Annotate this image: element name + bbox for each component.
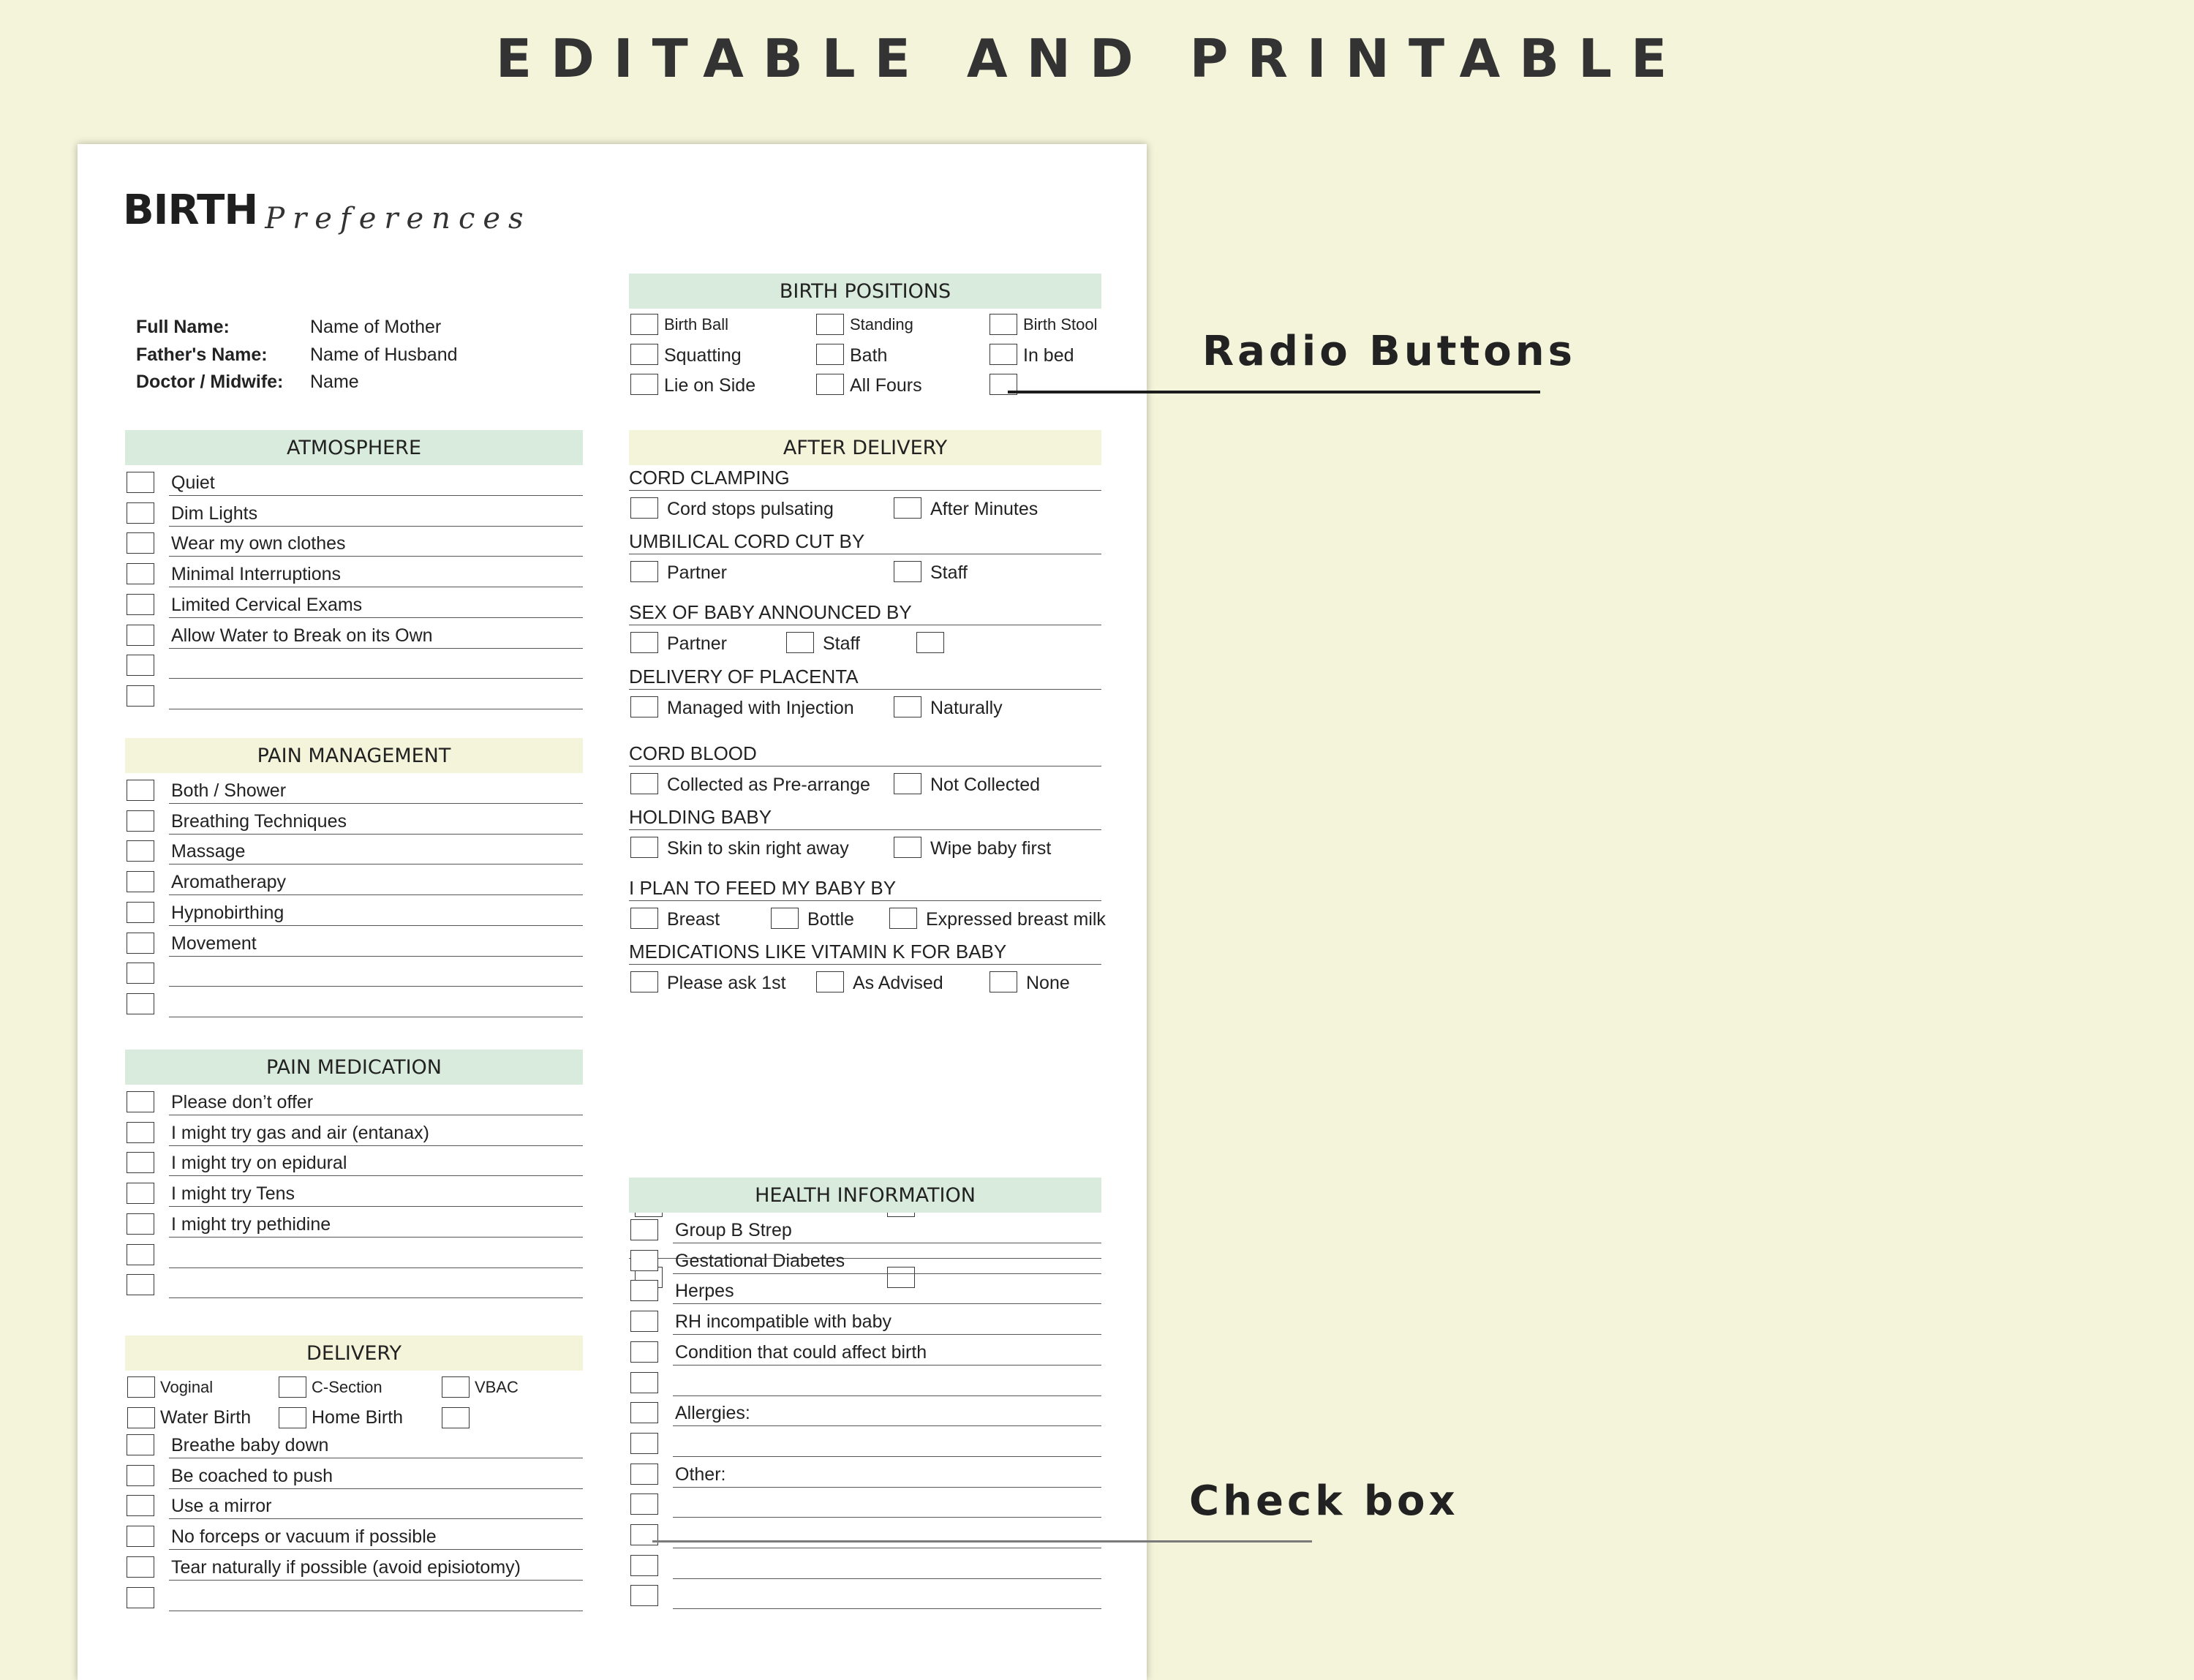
checkbox[interactable] <box>127 1465 154 1486</box>
write-line <box>169 648 583 649</box>
position-label: All Fours <box>850 375 922 396</box>
checkbox[interactable] <box>127 502 154 524</box>
write-line <box>169 986 583 987</box>
write-line <box>169 956 583 957</box>
list-item-label: No forceps or vacuum if possible <box>171 1526 437 1548</box>
birth-positions-header: BIRTH POSITIONS <box>629 274 1101 309</box>
father-name-label: Father's Name: <box>136 344 268 365</box>
list-item <box>125 961 583 990</box>
after-delivery-section <box>629 430 1106 993</box>
group-title: UMBILICAL CORD CUT BY <box>629 530 865 552</box>
write-line <box>673 1273 1101 1274</box>
list-item <box>125 1524 583 1553</box>
list-item-label: Other: <box>675 1464 726 1485</box>
option-label: As Advised <box>853 973 943 993</box>
option-label: Naturally <box>930 698 1003 718</box>
list-item <box>125 992 583 1021</box>
vbac-label: VBAC <box>475 1378 519 1396</box>
group-title: SEX OF BABY ANNOUNCED BY <box>629 601 912 623</box>
option-radio[interactable] <box>894 773 921 794</box>
write-line <box>673 1487 1101 1488</box>
option-label: Collected as Pre-arrange <box>667 775 870 795</box>
group-title: DELIVERY OF PLACENTA <box>629 666 859 688</box>
delivery-options-row-2 <box>125 1403 583 1432</box>
home-birth-label: Home Birth <box>312 1407 404 1428</box>
option-radio[interactable] <box>630 971 658 992</box>
radio-callout-line <box>1008 391 1540 393</box>
list-item <box>125 1273 583 1302</box>
c-section-checkbox[interactable] <box>279 1376 306 1398</box>
position-radio[interactable] <box>630 374 658 395</box>
checkbox[interactable] <box>127 563 154 584</box>
option-label: After Minutes <box>930 499 1038 519</box>
group-title: MEDICATIONS LIKE VITAMIN K FOR BABY <box>629 941 1007 963</box>
list-item <box>629 1340 1101 1369</box>
write-line <box>673 1334 1101 1335</box>
option-radio[interactable] <box>894 837 921 858</box>
write-line <box>169 925 583 926</box>
option-radio[interactable] <box>630 696 658 717</box>
delivery-options-row <box>125 1372 583 1401</box>
write-line <box>169 834 583 835</box>
list-item <box>125 1150 583 1180</box>
option-radio[interactable] <box>786 632 814 653</box>
list-item-label: Tear naturally if possible (avoid episiotomy) <box>171 1556 521 1578</box>
option-label: Staff <box>823 633 860 654</box>
list-item-label: Massage <box>171 841 246 862</box>
checkbox[interactable] <box>127 532 154 554</box>
checkbox[interactable] <box>630 1402 658 1423</box>
option-radio[interactable] <box>816 971 844 992</box>
group-title: CORD BLOOD <box>629 742 757 764</box>
checkbox[interactable] <box>127 1495 154 1516</box>
checkbox[interactable] <box>127 1152 154 1173</box>
position-label: Bath <box>850 345 888 366</box>
write-line <box>169 495 583 496</box>
full-name-row <box>136 317 441 338</box>
position-radio[interactable] <box>989 314 1017 335</box>
list-item-label: Limited Cervical Exams <box>171 594 363 615</box>
write-line <box>673 1303 1101 1304</box>
write-line <box>169 1549 583 1550</box>
write-line <box>169 894 583 895</box>
checkbox[interactable] <box>127 1274 154 1295</box>
checkbox[interactable] <box>127 685 154 707</box>
checkbox[interactable] <box>127 1213 154 1235</box>
checkbox[interactable] <box>630 1311 658 1332</box>
write-line <box>169 1488 583 1489</box>
list-item <box>629 1553 1101 1583</box>
option-radio[interactable] <box>889 908 917 929</box>
health-information-header: HEALTH INFORMATION <box>629 1178 1101 1213</box>
list-item <box>125 1586 583 1615</box>
position-radio[interactable] <box>989 344 1017 365</box>
list-item <box>125 1464 583 1493</box>
list-item <box>125 501 583 530</box>
write-line <box>169 803 583 804</box>
pain-management-section <box>125 738 583 954</box>
list-item <box>125 531 583 560</box>
list-item-label: Allergies: <box>675 1403 750 1424</box>
list-item-label: I might try gas and air (entanax) <box>171 1122 429 1143</box>
list-item <box>125 870 583 899</box>
option-label: Partner <box>667 633 727 654</box>
write-line <box>169 617 583 618</box>
option-label: Cord stops pulsating <box>667 499 834 519</box>
list-item-label: Wear my own clothes <box>171 533 346 554</box>
checkbox[interactable] <box>127 594 154 615</box>
list-item <box>629 1248 1101 1278</box>
checkbox[interactable] <box>127 1526 154 1547</box>
position-radio[interactable] <box>816 374 844 395</box>
father-name-row <box>136 344 458 366</box>
list-item <box>125 684 583 713</box>
list-item <box>629 1218 1101 1247</box>
group-underline <box>629 900 1101 901</box>
option-radio[interactable] <box>630 497 658 519</box>
list-item-label: Movement <box>171 933 257 954</box>
logo-preferences: Preferences <box>265 202 532 236</box>
write-line <box>169 1237 583 1238</box>
list-item <box>125 1212 583 1241</box>
position-radio[interactable] <box>816 314 844 335</box>
home-birth-checkbox[interactable] <box>279 1407 306 1428</box>
list-item-label: Hypnobirthing <box>171 902 284 923</box>
option-radio[interactable] <box>630 773 658 794</box>
form-sheet <box>78 144 1147 1680</box>
list-item <box>125 1243 583 1272</box>
radio-buttons-callout: Radio Buttons <box>1202 328 1576 375</box>
group-underline <box>629 689 1101 690</box>
write-line <box>169 1518 583 1519</box>
list-item <box>629 1462 1101 1491</box>
water-birth-checkbox[interactable] <box>127 1407 155 1428</box>
write-line <box>673 1456 1101 1457</box>
group-title: CORD CLAMPING <box>629 467 790 489</box>
checkbox[interactable] <box>127 840 154 862</box>
list-item <box>125 1090 583 1119</box>
list-item <box>125 839 583 868</box>
checkbox[interactable] <box>127 963 154 984</box>
position-label: Birth Stool <box>1023 315 1098 334</box>
group-title: HOLDING BABY <box>629 806 772 828</box>
list-item <box>125 1493 583 1523</box>
list-item-label: I might try pethidine <box>171 1213 331 1235</box>
position-label: Birth Ball <box>664 315 729 334</box>
c-section-label: C-Section <box>312 1378 382 1396</box>
option-radio[interactable] <box>630 632 658 653</box>
list-item <box>125 623 583 652</box>
list-item-label: Use a mirror <box>171 1496 272 1517</box>
group-title: I PLAN TO FEED MY BABY BY <box>629 877 897 899</box>
list-item-label: Aromatherapy <box>171 872 287 893</box>
write-line <box>673 1608 1101 1609</box>
birth-positions-section <box>629 274 1101 396</box>
list-item <box>629 1309 1101 1338</box>
checkbox[interactable] <box>630 1250 658 1271</box>
position-radio[interactable] <box>816 344 844 365</box>
option-label: Please ask 1st <box>667 973 786 993</box>
delivery-section <box>125 1336 583 1578</box>
list-item-label: Both / Shower <box>171 780 287 801</box>
full-name-label: Full Name: <box>136 317 230 337</box>
list-item <box>125 1181 583 1210</box>
write-line <box>169 1206 583 1207</box>
group-underline <box>629 490 1101 491</box>
write-line <box>673 1578 1101 1579</box>
option-radio[interactable] <box>894 696 921 717</box>
checkbox[interactable] <box>630 1464 658 1485</box>
option-radio[interactable] <box>630 908 658 929</box>
list-item-label: RH incompatible with baby <box>675 1311 891 1333</box>
option-label: Managed with Injection <box>667 698 854 718</box>
vbac-checkbox[interactable] <box>442 1376 470 1398</box>
checkbox[interactable] <box>127 871 154 892</box>
atmosphere-header: ATMOSPHERE <box>125 430 583 465</box>
list-item-label: Condition that could affect birth <box>675 1341 927 1363</box>
list-item <box>125 931 583 960</box>
list-item-label: Group B Strep <box>675 1220 792 1240</box>
checkbox[interactable] <box>127 810 154 832</box>
option-label: Bottle <box>807 909 854 930</box>
list-item <box>629 1583 1101 1613</box>
list-item <box>125 778 583 807</box>
logo-birth: BIRTH <box>123 187 258 234</box>
option-radio[interactable] <box>916 632 944 653</box>
option-radio[interactable] <box>989 971 1017 992</box>
father-name-field[interactable]: Name of Husband <box>310 344 458 365</box>
health-information-section <box>629 1178 1101 1485</box>
list-item <box>125 1433 583 1462</box>
list-item-label: Allow Water to Break on its Own <box>171 625 433 646</box>
list-item <box>125 1555 583 1584</box>
checkbox[interactable] <box>127 780 154 801</box>
list-item-label: Be coached to push <box>171 1465 333 1486</box>
write-line <box>169 1175 583 1176</box>
write-line <box>169 864 583 865</box>
checkbox[interactable] <box>127 1434 154 1455</box>
option-label: Partner <box>667 562 727 583</box>
option-radio[interactable] <box>894 561 921 582</box>
position-label: Squatting <box>664 345 742 366</box>
checkbox[interactable] <box>127 625 154 646</box>
write-line <box>169 1297 583 1298</box>
checkbox[interactable] <box>127 1587 154 1608</box>
checkbox-callout: Check box <box>1189 1477 1459 1525</box>
delivery-extra-checkbox[interactable] <box>442 1407 470 1428</box>
pain-management-header: PAIN MANAGEMENT <box>125 738 583 773</box>
list-item-label: Quiet <box>171 472 215 493</box>
checkbox[interactable] <box>630 1280 658 1301</box>
option-label: Breast <box>667 909 720 930</box>
list-item <box>629 1523 1101 1552</box>
write-line <box>169 1580 583 1581</box>
checkbox[interactable] <box>630 1585 658 1606</box>
checkbox[interactable] <box>127 1122 154 1143</box>
list-item <box>125 470 583 500</box>
write-line <box>673 1517 1101 1518</box>
write-line <box>169 678 583 679</box>
group-underline <box>629 829 1101 830</box>
headline: EDITABLE AND PRINTABLE <box>495 28 1686 89</box>
write-line <box>673 1365 1101 1366</box>
option-label: Skin to skin right away <box>667 838 849 859</box>
checkbox[interactable] <box>127 1244 154 1265</box>
position-radio[interactable] <box>630 344 658 365</box>
list-item-label: Dim Lights <box>171 502 258 524</box>
checkbox[interactable] <box>630 1555 658 1576</box>
checkbox[interactable] <box>127 1183 154 1204</box>
vaginal-label: Voginal <box>160 1378 214 1396</box>
option-radio[interactable] <box>630 837 658 858</box>
option-label: Wipe baby first <box>930 838 1052 859</box>
checkbox[interactable] <box>127 933 154 954</box>
option-radio[interactable] <box>894 497 921 519</box>
checkbox-callout-line <box>652 1540 1312 1542</box>
checkbox[interactable] <box>630 1372 658 1393</box>
write-line <box>169 1267 583 1268</box>
checkbox[interactable] <box>630 1341 658 1363</box>
list-item-label: Breathe baby down <box>171 1435 329 1455</box>
atmosphere-section <box>125 430 583 646</box>
pain-medication-section <box>125 1050 583 1235</box>
option-label: None <box>1026 973 1070 993</box>
position-label: Lie on Side <box>664 375 756 396</box>
checkbox[interactable] <box>127 655 154 676</box>
option-label: Staff <box>930 562 968 583</box>
list-item <box>125 592 583 622</box>
checkbox[interactable] <box>127 993 154 1014</box>
list-item <box>125 809 583 838</box>
checkbox[interactable] <box>127 1556 154 1578</box>
doctor-row <box>136 372 359 393</box>
option-label: Not Collected <box>930 775 1041 795</box>
list-item <box>629 1401 1101 1430</box>
checkbox[interactable] <box>630 1219 658 1240</box>
list-item <box>629 1371 1101 1400</box>
list-item <box>125 562 583 591</box>
vaginal-checkbox[interactable] <box>127 1376 155 1398</box>
position-radio[interactable] <box>630 314 658 335</box>
list-item-label: I might try Tens <box>171 1183 295 1205</box>
doctor-field[interactable]: Name <box>310 372 359 392</box>
group-underline <box>629 964 1101 965</box>
after-delivery-header: AFTER DELIVERY <box>629 430 1101 465</box>
checkbox[interactable] <box>127 472 154 493</box>
checkbox[interactable] <box>630 1493 658 1515</box>
list-item <box>125 653 583 682</box>
list-item <box>629 1278 1101 1308</box>
logo <box>123 187 532 234</box>
list-item <box>629 1492 1101 1521</box>
write-line <box>169 1145 583 1146</box>
option-label: Expressed breast milk <box>926 909 1106 930</box>
water-birth-label: Water Birth <box>160 1407 252 1428</box>
list-item-label: I might try on epidural <box>171 1153 347 1174</box>
pain-medication-header: PAIN MEDICATION <box>125 1050 583 1085</box>
list-item <box>125 900 583 930</box>
position-label: Standing <box>850 315 913 334</box>
write-line <box>169 526 583 527</box>
checkbox[interactable] <box>127 902 154 923</box>
list-item-label: Herpes <box>675 1281 734 1302</box>
delivery-header: DELIVERY <box>125 1336 583 1371</box>
list-item-label: Please don’t offer <box>171 1092 314 1112</box>
option-radio[interactable] <box>771 908 799 929</box>
checkbox[interactable] <box>630 1433 658 1454</box>
list-item <box>629 1431 1101 1461</box>
checkbox[interactable] <box>127 1091 154 1112</box>
list-item-label: Breathing Techniques <box>171 810 347 832</box>
full-name-field[interactable]: Name of Mother <box>310 317 442 337</box>
write-line <box>169 556 583 557</box>
option-radio[interactable] <box>630 561 658 582</box>
list-item-label: Minimal Interruptions <box>171 564 342 585</box>
write-line <box>673 1395 1101 1396</box>
doctor-label: Doctor / Midwife: <box>136 372 284 392</box>
write-line <box>673 1425 1101 1426</box>
list-item <box>125 1120 583 1150</box>
list-item-label: Gestational Diabetes <box>675 1250 845 1271</box>
position-label: In bed <box>1023 345 1074 366</box>
